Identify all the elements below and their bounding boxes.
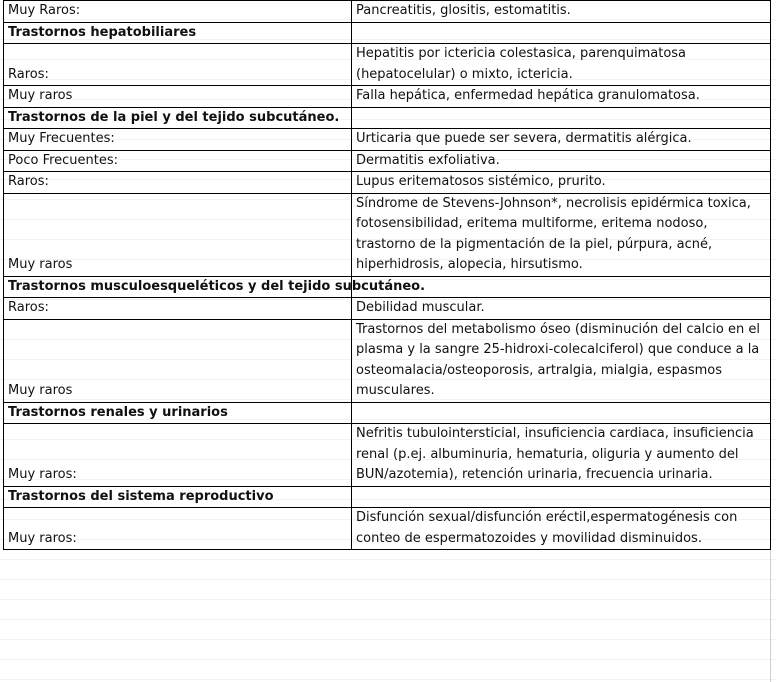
section-title-cell[interactable]: Trastornos renales y urinarios: [4, 402, 352, 424]
table-row: [4, 1, 771, 23]
empty-cell[interactable]: [352, 486, 771, 508]
section-row: [4, 22, 771, 44]
effect-cell[interactable]: Trastornos del metabolismo óseo (disminución del calcio en el plasma y la sangre 25-hidroxi-colecalciferol) que conduce a la osteomalacia/osteoporosis, artralgia, mialgia, espasmos musculares.: [352, 319, 771, 402]
table-row: [4, 129, 771, 151]
effect-cell[interactable]: Hepatitis por ictericia colestasica, parenquimatosa (hepatocelular) o mixto, ictericia.: [352, 44, 771, 86]
table-row: [4, 424, 771, 487]
frequency-cell[interactable]: Poco Frecuentes:: [4, 150, 352, 172]
section-title-cell[interactable]: Trastornos hepatobiliares: [4, 22, 352, 44]
table-row: [4, 319, 771, 402]
section-title-cell[interactable]: Trastornos musculoesqueléticos y del tejido subcutáneo.: [4, 276, 352, 298]
frequency-cell[interactable]: Muy Frecuentes:: [4, 129, 352, 151]
effect-cell[interactable]: Falla hepática, enfermedad hepática granulomatosa.: [352, 86, 771, 108]
effect-cell[interactable]: Nefritis tubulointersticial, insuficiencia cardiaca, insuficiencia renal (p.ej. albuminuria, hematuria, oliguria y aumento del BUN/azotemia), retención urinaria, frecuencia urinaria.: [352, 424, 771, 487]
frequency-cell[interactable]: Muy raros: [4, 193, 352, 276]
effect-cell[interactable]: Debilidad muscular.: [352, 298, 771, 320]
frequency-cell[interactable]: Raros:: [4, 44, 352, 86]
effect-cell[interactable]: Lupus eritematosos sistémico, prurito.: [352, 172, 771, 194]
effect-cell[interactable]: Síndrome de Stevens-Johnson*, necrolisis epidérmica toxica, fotosensibilidad, eritema multiforme, eritema nodoso, trastorno de la pigmentación de la piel, púrpura, acné, hiperhidrosis, alopecia, hirsutismo.: [352, 193, 771, 276]
table-body: [4, 1, 771, 550]
empty-cell[interactable]: [352, 107, 771, 129]
empty-cell[interactable]: [352, 22, 771, 44]
empty-cell[interactable]: [352, 402, 771, 424]
section-title-cell[interactable]: Trastornos de la piel y del tejido subcutáneo.: [4, 107, 352, 129]
frequency-cell[interactable]: Muy Raros:: [4, 1, 352, 23]
frequency-cell[interactable]: Muy raros:: [4, 424, 352, 487]
table-row: [4, 193, 771, 276]
section-row: [4, 107, 771, 129]
frequency-cell[interactable]: Muy raros: [4, 319, 352, 402]
effect-cell[interactable]: Urticaria que puede ser severa, dermatitis alérgica.: [352, 129, 771, 151]
effect-cell[interactable]: Disfunción sexual/disfunción eréctil,espermatogénesis con conteo de espermatozoides y movilidad disminuidos.: [352, 508, 771, 550]
effect-cell[interactable]: Pancreatitis, glositis, estomatitis.: [352, 1, 771, 23]
frequency-cell[interactable]: Muy raros:: [4, 508, 352, 550]
section-title-cell[interactable]: Trastornos del sistema reproductivo: [4, 486, 352, 508]
table-row: [4, 44, 771, 86]
table-row: [4, 298, 771, 320]
frequency-cell[interactable]: Muy raros: [4, 86, 352, 108]
section-row: [4, 276, 771, 298]
table-row: [4, 150, 771, 172]
frequency-cell[interactable]: Raros:: [4, 298, 352, 320]
section-row: [4, 402, 771, 424]
table-row: [4, 508, 771, 550]
adverse-effects-table: [3, 0, 771, 550]
table-row: [4, 86, 771, 108]
table-row: [4, 172, 771, 194]
section-row: [4, 486, 771, 508]
frequency-cell[interactable]: Raros:: [4, 172, 352, 194]
effect-cell[interactable]: Dermatitis exfoliativa.: [352, 150, 771, 172]
